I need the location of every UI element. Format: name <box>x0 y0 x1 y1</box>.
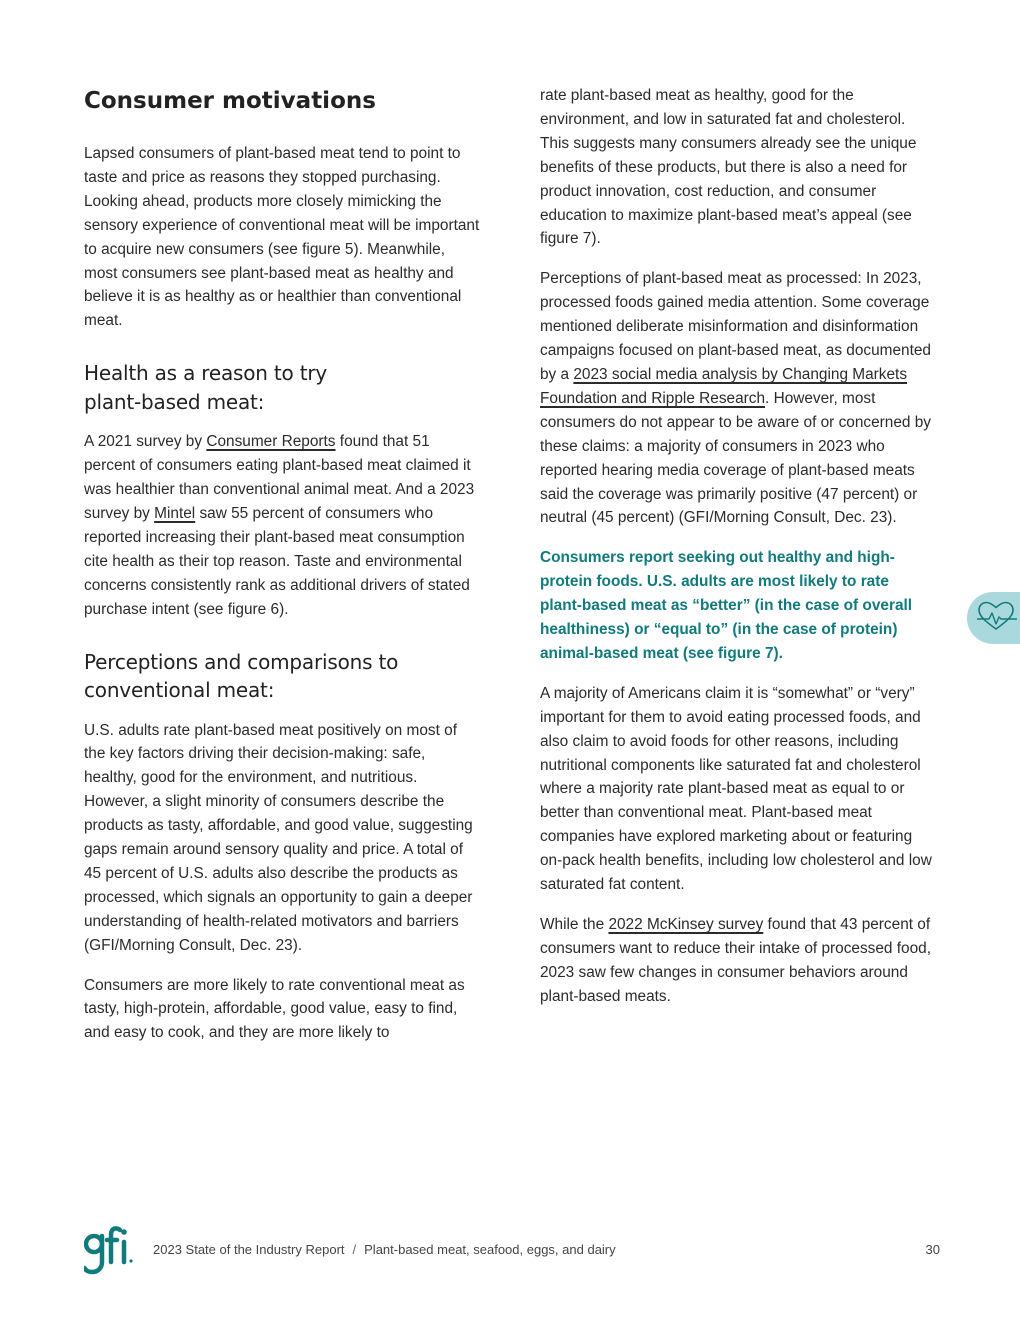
processed-paragraph: Perceptions of plant-based meat as processed: In 2023, processed foods gained media attention. Some coverage mentioned deliberate misinformation and disinformation campaigns focused on plant-based meat, as documented by a 2023 social media analysis by Changing Markets Foundation and Ripple Research. However, most consumers do not appear to be aware of or concerned by these claims: a majority of consumers in 2023 who reported hearing media coverage of plant-based meats said the coverage was primarily positive (47 percent) or neutral (45 percent) (GFI/Morning Consult, Dec. 23). <box>540 270 931 527</box>
mckinsey-paragraph: While the 2022 McKinsey survey found that 43 percent of consumers want to reduce their intake of processed food, 2023 saw few changes in consumer behaviors around plant-based meats. <box>540 916 931 1005</box>
page-footer <box>84 1222 940 1276</box>
footer-separator: / <box>352 1242 357 1257</box>
side-section-tab[interactable] <box>967 592 1020 644</box>
page-number: 30 <box>925 1242 940 1257</box>
continued-paragraph: rate plant-based meat as healthy, good for the environment, and low in saturated fat and cholesterol. This suggests many consumers already see the unique benefits of these products, but there is also a need for product innovation, cost reduction, and consumer education to maximize plant-based meat’s appeal (see figure 7). <box>540 87 917 248</box>
report-title: 2023 State of the Industry Report <box>153 1242 345 1257</box>
heart-pulse-icon <box>967 592 1020 644</box>
gfi-logo <box>84 1222 134 1276</box>
perceptions-paragraph-2: Consumers are more likely to rate conventional meat as tasty, high-protein, affordable, good value, easy to find, and easy to cook, and they are more likely to <box>84 976 465 1042</box>
footer-caption <box>153 1242 616 1257</box>
left-column <box>84 82 482 1061</box>
perceptions-paragraph-1: U.S. adults rate plant-based meat positively on most of the key factors driving their decision-making: safe, healthy, good for the environment, and nutritious. However, a slight minority of consumers describe the products as tasty, affordable, and good value, suggesting gaps remain around sensory quality and price. A total of 45 percent of U.S. adults also describe the products as processed, which signals an opportunity to gain a deeper understanding of health-related motivators and barriers (GFI/Morning Consult, Dec. 23). <box>84 721 473 954</box>
perceptions-heading: Perceptions and comparisons to conventional meat: <box>84 649 399 702</box>
health-paragraph: A 2021 survey by Consumer Reports found that 51 percent of consumers eating plant-based meat claimed it was healthier than conventional animal meat. And a 2023 survey by Mintel saw 55 percent of consumers who reported increasing their plant-based meat consumption cite health as their top reason. Taste and environmental concerns consistently rank as additional drivers of stated purchase intent (see figure 6). <box>84 433 475 618</box>
mintel-link[interactable]: Mintel <box>154 504 196 522</box>
health-heading: Health as a reason to try plant-based meat: <box>84 361 328 414</box>
highlight-callout: Consumers report seeking out healthy and high-protein foods. U.S. adults are most likely to rate plant-based meat as “better” (in the case of overall healthiness) or “equal to” (in the case of protein) animal-based meat (see figure 7). <box>540 549 913 662</box>
section-title: Plant-based meat, seafood, eggs, and dairy <box>364 1242 616 1257</box>
intro-paragraph: Lapsed consumers of plant-based meat tend to point to taste and price as reasons they stopped purchasing. Looking ahead, products more closely mimicking the sensory experience of conventional meat will be important to acquire new consumers (see figure 5). Meanwhile, most consumers see plant-based meat as healthy and believe it is as healthy as or healthier than conventional meat. <box>84 145 480 330</box>
changing-markets-link[interactable]: 2023 social media analysis by Changing Markets Foundation and Ripple Research <box>540 365 908 407</box>
consumer-reports-link[interactable]: Consumer Reports <box>206 433 336 451</box>
mckinsey-survey-link[interactable]: 2022 McKinsey survey <box>608 916 764 933</box>
right-column <box>540 84 932 1025</box>
majority-paragraph: A majority of Americans claim it is “somewhat” or “very” important for them to avoid eating processed foods, and also claim to avoid foods for other reasons, including nutritional components like saturated fat and cholesterol where a majority rate plant-based meat as equal to or better than conventional meat. Plant-based meat companies have explored marketing about or featuring on-pack health benefits, including low cholesterol and low saturated fat content. <box>540 684 932 894</box>
page-title: Consumer motivations <box>84 88 376 114</box>
